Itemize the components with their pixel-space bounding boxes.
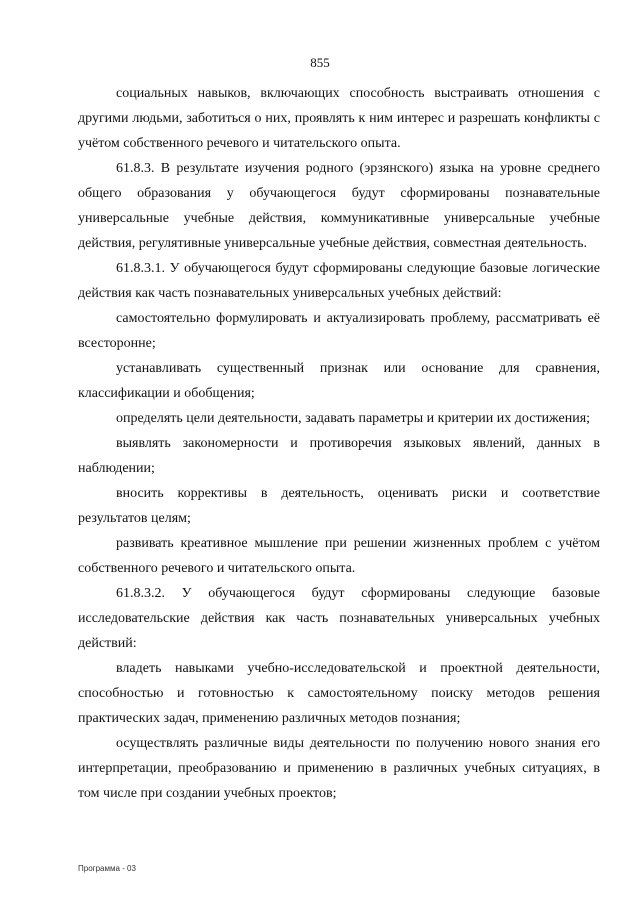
list-item: устанавливать существенный признак или основание для сравнения, классификации и обобщения; [78,361,600,401]
list-item: определять цели деятельности, задавать параметры и критерии их достижения; [116,411,591,426]
list-item: осуществлять различные виды деятельности по получению нового знания его интерпретации, преобразованию и применению в различных учебных ситуациях, в том числе при создании учебных проектов; [78,736,600,801]
paragraph: 61.8.3. В результате изучения родного (эрзянского) языка на уровне среднего общего образования у обучающегося будут сформированы познавательные универсальные учебные действия, коммуникативные универсальные учебные действия, регулятивные универсальные учебные действия, совместная деятельность. [78,161,600,251]
page-footer: Программа - 03 [78,864,136,873]
list-item: владеть навыками учебно-исследовательской и проектной деятельности, способностью и готовностью к самостоятельному поиску методов решения практических задач, применению различных методов познания; [78,661,600,726]
paragraph: социальных навыков, включающих способность выстраивать отношения с другими людьми, заботиться о них, проявлять к ним интерес и разрешать конфликты с учётом собственного речевого и читательского опыта. [78,86,600,151]
document-body [78,81,600,806]
page-number: 855 [310,55,330,70]
list-item: развивать креативное мышление при решении жизненных проблем с учётом собственного речевого и читательского опыта. [78,536,600,576]
list-item: самостоятельно формулировать и актуализировать проблему, рассматривать её всесторонне; [78,311,600,351]
list-item: выявлять закономерности и противоречия языковых явлений, данных в наблюдении; [78,436,600,476]
paragraph: 61.8.3.1. У обучающегося будут сформированы следующие базовые логические действия как часть познавательных универсальных учебных действий: [78,261,600,301]
list-item: вносить коррективы в деятельность, оценивать риски и соответствие результатов целям; [78,486,600,526]
paragraph: 61.8.3.2. У обучающегося будут сформированы следующие базовые исследовательские действия как часть познавательных универсальных учебных действий: [78,586,600,651]
